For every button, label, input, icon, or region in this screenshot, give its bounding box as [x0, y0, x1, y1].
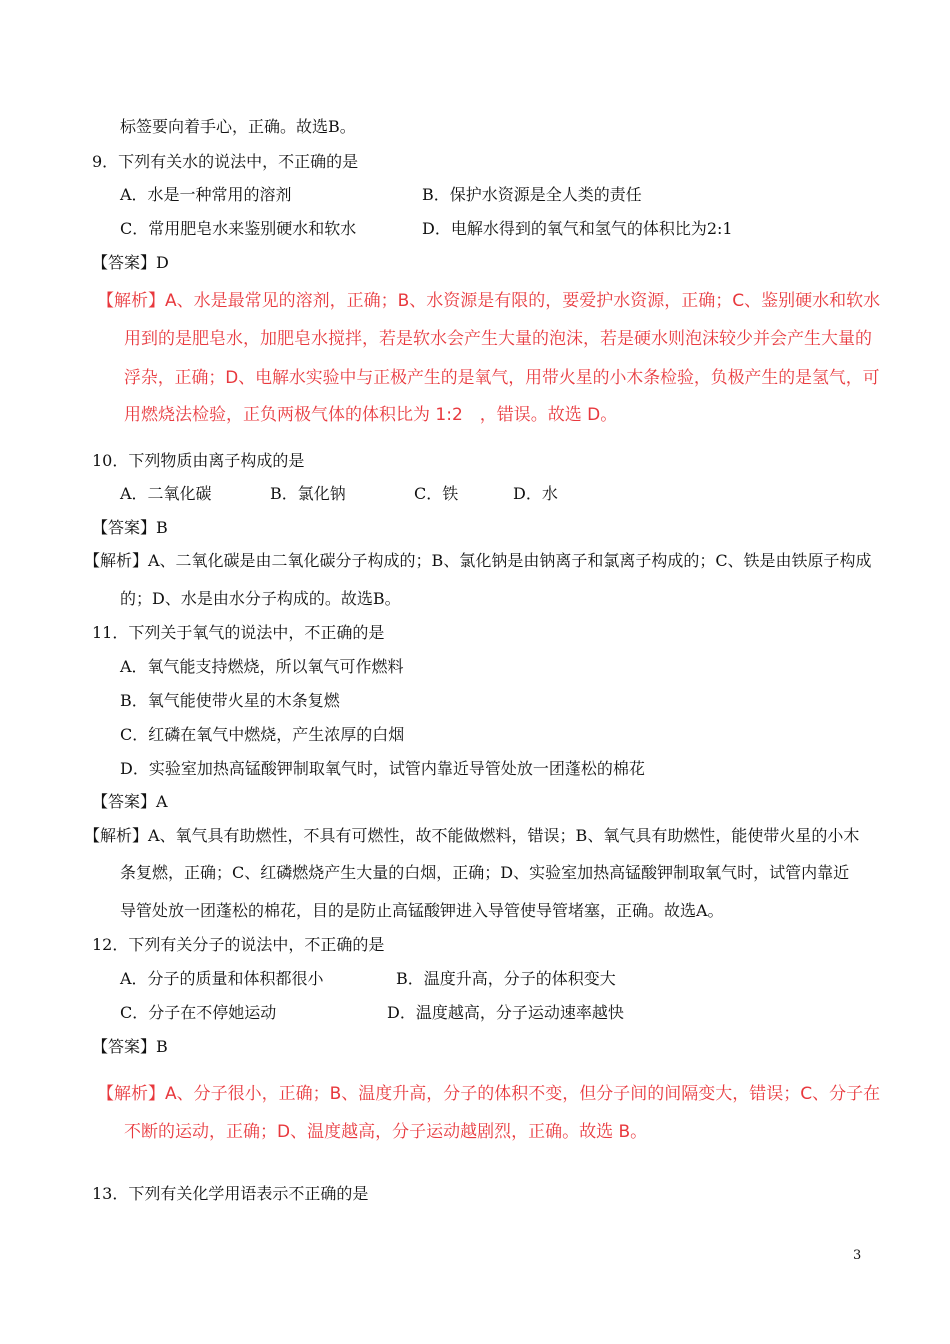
- q9-answer: 【答案】D: [92, 253, 169, 272]
- q10-explanation-line-1: 【解析】A、二氧化碳是由二氧化碳分子构成的；B、氯化钠是由钠离子和氯离子构成的；C、铁是由铁原子构成: [84, 551, 872, 570]
- q12-explanation-line-1: 【解析】A、分子很小，正确；B、温度升高，分子的体积不变，但分子间的间隔变大，错误；C、分子在: [97, 1084, 881, 1104]
- q11-option-b: B．氧气能使带火星的木条复燃: [120, 691, 340, 710]
- q9-explanation-line-1: 【解析】A、水是最常见的溶剂，正确；B、水资源是有限的，要爱护水资源，正确；C、鉴别硬水和软水: [97, 291, 881, 311]
- q12-option-d: D．温度越高，分子运动速率越快: [387, 1003, 624, 1022]
- q11-explanation-line-3: 导管处放一团蓬松的棉花，目的是防止高锰酸钾进入导管使导管堵塞，正确。故选A。: [120, 901, 724, 920]
- q13-stem: 13．下列有关化学用语表示不正确的是: [92, 1184, 369, 1203]
- q10-option-a: A．二氧化碳: [120, 484, 212, 503]
- q12-explanation-line-2: 不断的运动，正确；D、温度越高，分子运动越剧烈，正确。故选 B。: [124, 1122, 648, 1142]
- q9-option-a: A．水是一种常用的溶剂: [120, 185, 292, 204]
- q11-explanation-line-2: 条复燃，正确；C、红磷燃烧产生大量的白烟，正确；D、实验室加热高锰酸钾制取氧气时，试管内靠近: [120, 863, 850, 882]
- q12-option-c: C．分子在不停她运动: [120, 1003, 277, 1022]
- q9-option-c: C．常用肥皂水来鉴别硬水和软水: [120, 219, 357, 238]
- q9-explanation-line-2: 用到的是肥皂水，加肥皂水搅拌，若是软水会产生大量的泡沫，若是硬水则泡沫较少并会产生大量的: [124, 329, 872, 349]
- q9-option-d: D．电解水得到的氧气和氢气的体积比为2:1: [422, 219, 733, 238]
- q10-explanation-line-2: 的；D、水是由水分子构成的。故选B。: [120, 589, 401, 608]
- q11-option-c: C．红磷在氧气中燃烧，产生浓厚的白烟: [120, 725, 405, 744]
- q11-answer: 【答案】A: [92, 792, 168, 811]
- q9-option-b: B．保护水资源是全人类的责任: [422, 185, 642, 204]
- q11-option-a: A．氧气能支持燃烧，所以氧气可作燃料: [120, 657, 404, 676]
- page-number: 3: [853, 1248, 862, 1263]
- q12-answer: 【答案】B: [92, 1037, 168, 1056]
- q11-option-d: D．实验室加热高锰酸钾制取氧气时，试管内靠近导管处放一团蓬松的棉花: [120, 759, 645, 778]
- q10-option-d: D．水: [513, 484, 558, 503]
- q11-stem: 11．下列关于氧气的说法中，不正确的是: [92, 623, 385, 642]
- q11-explanation-line-1: 【解析】A、氧气具有助燃性，不具有可燃性，故不能做燃料，错误；B、氧气具有助燃性，能使带火星的小木: [84, 826, 860, 845]
- q12-option-b: B．温度升高，分子的体积变大: [396, 969, 616, 988]
- q12-stem: 12．下列有关分子的说法中，不正确的是: [92, 935, 385, 954]
- carryover-line: 标签要向着手心，正确。故选B。: [120, 117, 356, 136]
- q10-option-c: C．铁: [414, 484, 459, 503]
- q9-stem: 9．下列有关水的说法中，不正确的是: [92, 152, 359, 171]
- q10-stem: 10．下列物质由离子构成的是: [92, 451, 305, 470]
- q12-option-a: A．分子的质量和体积都很小: [120, 969, 324, 988]
- q10-option-b: B．氯化钠: [270, 484, 346, 503]
- q9-explanation-line-4: 用燃烧法检验，正负两极气体的体积比为 1:2 ，错误。故选 D。: [124, 405, 618, 425]
- q10-answer: 【答案】B: [92, 518, 168, 537]
- q9-explanation-line-3: 浮杂，正确；D、电解水实验中与正极产生的是氧气，用带火星的小木条检验，负极产生的是氢气，可: [124, 367, 880, 387]
